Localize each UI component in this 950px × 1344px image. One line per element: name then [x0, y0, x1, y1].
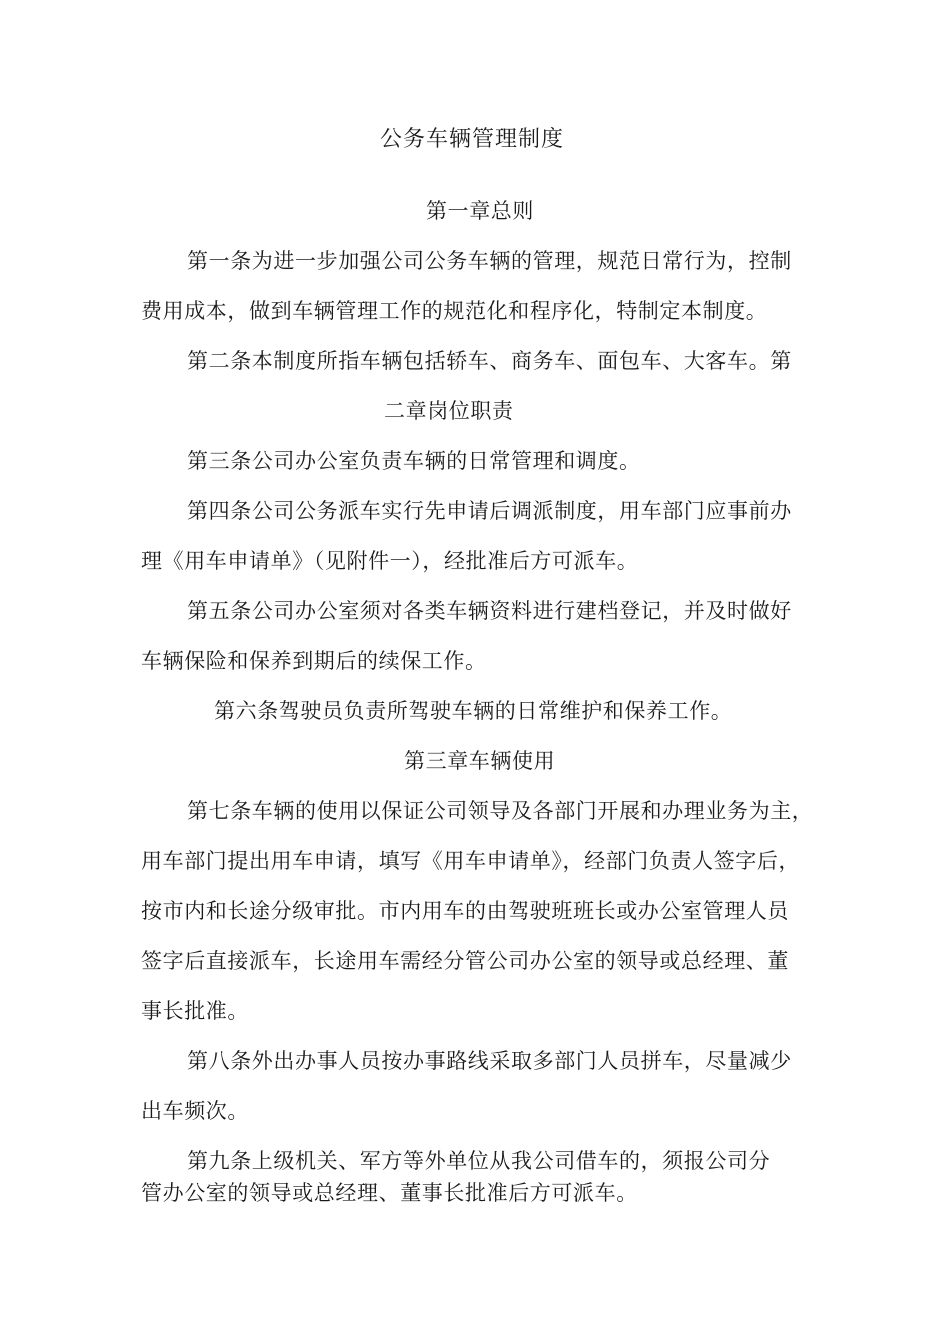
- paragraph-line: 第四条公司公务派车实行先申请后调派制度，用车部门应事前办: [187, 499, 792, 523]
- chapter-heading: 二章岗位职责: [384, 399, 514, 423]
- paragraph-line: 第三条公司办公室负责车辆的日常管理和调度。: [187, 449, 641, 473]
- paragraph-line: 出车频次。: [141, 1099, 249, 1123]
- paragraph-line: 第六条驾驶员负责所驾驶车辆的日常维护和保养工作。: [214, 699, 733, 723]
- paragraph-line: 理《用车申请单》（见附件一），经批准后方可派车。: [141, 549, 639, 573]
- paragraph-line: 第七条车辆的使用以保证公司领导及各部门开展和办理业务为主，: [187, 799, 814, 823]
- paragraph-line: 费用成本，做到车辆管理工作的规范化和程序化，特制定本制度。: [141, 299, 768, 323]
- chapter-heading: 第一章总则: [426, 199, 534, 223]
- paragraph-line: 第五条公司办公室须对各类车辆资料进行建档登记，并及时做好: [187, 599, 792, 623]
- paragraph-line: 事长批准。: [141, 999, 249, 1023]
- paragraph-line: 第一条为进一步加强公司公务车辆的管理，规范日常行为，控制: [187, 249, 792, 273]
- paragraph-line: 第九条上级机关、军方等外单位从我公司借车的，须报公司分: [187, 1149, 771, 1173]
- paragraph-line: 第二条本制度所指车辆包括轿车、商务车、面包车、大客车。第: [187, 349, 792, 373]
- chapter-heading: 第三章车辆使用: [404, 749, 556, 773]
- paragraph-line: 车辆保险和保养到期后的续保工作。: [141, 649, 487, 673]
- document-title: 公务车辆管理制度: [380, 127, 565, 152]
- paragraph-line: 用车部门提出用车申请，填写《用车申请单》，经部门负责人签字后，: [141, 849, 801, 873]
- paragraph-line: 第八条外出办事人员按办事路线采取多部门人员拼车，尽量减少: [187, 1049, 792, 1073]
- paragraph-line: 管办公室的领导或总经理、董事长批准后方可派车。: [141, 1181, 638, 1205]
- paragraph-line: 签字后直接派车，长途用车需经分管公司办公室的领导或总经理、董: [141, 949, 789, 973]
- paragraph-line: 按市内和长途分级审批。市内用车的由驾驶班班长或办公室管理人员: [141, 899, 789, 923]
